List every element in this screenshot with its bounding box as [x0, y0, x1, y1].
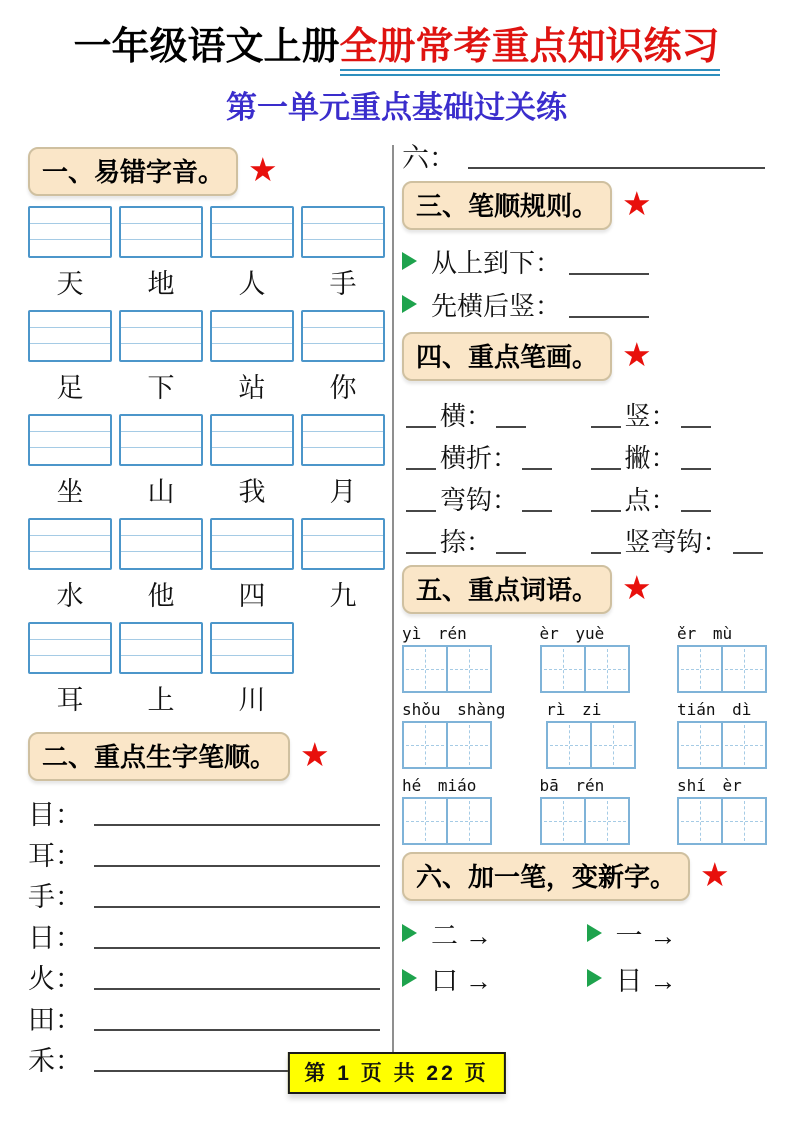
pinyin-write-box[interactable] — [210, 310, 294, 362]
section4-header — [402, 332, 771, 381]
pinyin-row — [28, 310, 386, 414]
star-icon: ★ — [248, 152, 278, 189]
pinyin-write-box[interactable] — [301, 518, 385, 570]
pinyin-row — [28, 414, 386, 518]
pinyin-write-box[interactable] — [301, 310, 385, 362]
blank-line[interactable] — [406, 426, 436, 428]
char-prompt: 目： — [28, 799, 82, 830]
stroke-row — [402, 391, 771, 433]
char-label: 水 — [56, 580, 84, 611]
pinyin-cell — [28, 518, 112, 622]
blank-line[interactable] — [522, 468, 552, 470]
char-label: 天 — [56, 268, 84, 299]
pinyin-cell — [210, 206, 294, 310]
char-label: 四 — [238, 580, 266, 611]
triangle-bullet-icon — [402, 295, 417, 313]
word-item — [677, 624, 767, 693]
rule-label: 先横后竖： — [431, 291, 562, 321]
stroke-label: 横折： — [440, 443, 519, 473]
blank-line[interactable] — [94, 988, 380, 990]
char-label: 月 — [329, 476, 357, 507]
title-highlight: 全册常考重点知识练习 — [340, 26, 720, 76]
add-stroke-item — [587, 914, 772, 953]
word-item — [677, 700, 767, 769]
add-stroke-item — [402, 914, 587, 953]
stroke-label: 竖弯钩： — [624, 527, 729, 557]
blank-line[interactable] — [569, 316, 649, 318]
pinyin-row — [28, 518, 386, 622]
pinyin-cell — [119, 518, 203, 622]
rule-item — [402, 240, 771, 283]
page-number-badge: 第 1 页 共 22 页 — [287, 1052, 505, 1094]
stroke-item — [402, 396, 587, 433]
triangle-bullet-icon — [402, 924, 417, 942]
word-item — [677, 776, 767, 845]
section3-header — [402, 181, 771, 230]
pinyin-label: hé miáo — [402, 775, 477, 795]
char-prompt: 六： — [402, 142, 456, 173]
section1-header — [28, 147, 386, 196]
stroke-row — [402, 517, 771, 559]
word-item — [402, 624, 492, 693]
pinyin-write-box[interactable] — [119, 414, 203, 466]
blank-line[interactable] — [591, 426, 621, 428]
char-label: 他 — [147, 580, 175, 611]
char-prompt: 手： — [28, 881, 82, 912]
char-label: 上 — [147, 684, 175, 715]
pinyin-label: shí èr — [677, 775, 742, 795]
star-icon: ★ — [700, 857, 730, 894]
pinyin-write-box[interactable] — [119, 310, 203, 362]
blank-line[interactable] — [522, 510, 552, 512]
section1-title: 一、易错字音。 — [28, 147, 238, 196]
section6-header — [402, 852, 771, 901]
stroke-label: 横： — [440, 401, 493, 431]
add-stroke-label: 日→ — [615, 965, 684, 996]
character-grid[interactable] — [677, 797, 767, 845]
pinyin-cell — [210, 518, 294, 622]
pinyin-cell — [119, 414, 203, 518]
pinyin-write-box[interactable] — [301, 414, 385, 466]
section5-title: 五、重点词语。 — [402, 565, 612, 614]
blank-line[interactable] — [496, 426, 526, 428]
char-label: 人 — [238, 268, 266, 299]
left-column — [28, 141, 386, 1078]
add-stroke-item — [402, 959, 587, 998]
triangle-bullet-icon — [402, 969, 417, 987]
blank-line[interactable] — [94, 824, 380, 826]
word-row — [402, 776, 771, 845]
blank-line[interactable] — [733, 552, 763, 554]
blank-line[interactable] — [94, 947, 380, 949]
pinyin-write-box[interactable] — [210, 206, 294, 258]
word-item — [540, 624, 630, 693]
blank-line[interactable] — [591, 468, 621, 470]
blank-line[interactable] — [468, 167, 765, 169]
pinyin-cell — [301, 310, 385, 414]
stroke-item — [402, 480, 587, 517]
pinyin-label: rì zi — [546, 699, 602, 719]
triangle-bullet-icon — [402, 252, 417, 270]
char-label: 你 — [329, 372, 357, 403]
stroke-label: 竖： — [624, 401, 677, 431]
pinyin-cell — [119, 310, 203, 414]
pinyin-write-box[interactable] — [210, 414, 294, 466]
add-stroke-label: 口→ — [431, 965, 499, 996]
blank-line[interactable] — [591, 510, 621, 512]
pinyin-label: ěr mù — [677, 623, 733, 643]
char-label: 地 — [147, 268, 175, 299]
triangle-bullet-icon — [587, 924, 602, 942]
stroke-order-line — [28, 914, 386, 955]
stroke-label: 点： — [624, 485, 677, 515]
page-subtitle: 第一单元重点基础过关练 — [226, 89, 567, 125]
blank-line[interactable] — [406, 468, 436, 470]
blank-line[interactable] — [406, 510, 436, 512]
blank-line[interactable] — [591, 552, 621, 554]
character-grid[interactable] — [540, 645, 630, 693]
stroke-item — [587, 396, 772, 433]
word-item — [402, 700, 505, 769]
stroke-row — [402, 433, 771, 475]
stroke-order-line — [28, 791, 386, 832]
title-course: 一年级语文上册 — [73, 26, 340, 68]
character-grid[interactable] — [540, 797, 630, 845]
pinyin-cell — [301, 518, 385, 622]
pinyin-cell — [210, 310, 294, 414]
char-label: 我 — [238, 476, 266, 507]
pinyin-write-box[interactable] — [28, 622, 112, 674]
pinyin-row — [28, 622, 386, 726]
char-label: 足 — [56, 372, 84, 403]
pinyin-write-box[interactable] — [119, 206, 203, 258]
char-label: 站 — [238, 372, 266, 403]
char-label: 九 — [329, 580, 357, 611]
stroke-item — [587, 522, 772, 559]
stroke-label: 撇： — [624, 443, 677, 473]
two-column-body — [0, 141, 793, 1078]
pinyin-cell — [210, 622, 294, 726]
char-prompt: 日： — [28, 922, 82, 953]
pinyin-cell — [301, 206, 385, 310]
pinyin-row — [28, 206, 386, 310]
blank-line[interactable] — [681, 468, 711, 470]
stroke-row — [402, 475, 771, 517]
pinyin-cell — [119, 206, 203, 310]
pinyin-label: bā rén — [539, 775, 605, 795]
stroke-order-line — [28, 832, 386, 873]
word-row — [402, 624, 771, 693]
pinyin-write-box[interactable] — [119, 518, 203, 570]
section2-header — [28, 732, 386, 781]
character-grid[interactable] — [402, 721, 492, 769]
word-row — [402, 700, 771, 769]
pinyin-write-box[interactable] — [210, 622, 294, 674]
word-item — [540, 776, 630, 845]
char-label: 山 — [147, 476, 175, 507]
blank-line[interactable] — [94, 865, 380, 867]
star-icon: ★ — [300, 737, 330, 774]
pinyin-label: tián dì — [676, 699, 752, 719]
add-stroke-row — [402, 911, 771, 956]
pinyin-write-box[interactable] — [28, 310, 112, 362]
add-stroke-label: 一→ — [615, 920, 684, 951]
section2-title: 二、重点生字笔顺。 — [28, 732, 290, 781]
pinyin-write-box[interactable] — [28, 206, 112, 258]
pinyin-cell — [28, 310, 112, 414]
rule-item — [402, 283, 771, 326]
section6-title: 六、加一笔，变新字。 — [402, 852, 690, 901]
char-prompt: 火： — [28, 963, 82, 994]
blank-line[interactable] — [94, 1029, 380, 1031]
pinyin-cell — [119, 622, 203, 726]
pinyin-write-box[interactable] — [28, 414, 112, 466]
blank-line[interactable] — [406, 552, 436, 554]
pinyin-cell — [301, 414, 385, 518]
stroke-item — [587, 438, 772, 475]
pinyin-write-box[interactable] — [301, 206, 385, 258]
add-stroke-item — [587, 959, 772, 998]
word-item — [546, 700, 636, 769]
stroke-label: 捺： — [440, 527, 493, 557]
pinyin-label: yì rén — [402, 623, 467, 643]
stroke-order-line — [28, 955, 386, 996]
character-grid[interactable] — [546, 721, 636, 769]
pinyin-write-box[interactable] — [119, 622, 203, 674]
character-grid[interactable] — [677, 645, 767, 693]
column-divider — [392, 145, 394, 1078]
star-icon: ★ — [622, 186, 652, 223]
char-label: 耳 — [56, 684, 84, 715]
stroke-order-line — [28, 873, 386, 914]
section4-title: 四、重点笔画。 — [402, 332, 612, 381]
add-stroke-row — [402, 956, 771, 1001]
char-label: 下 — [147, 372, 175, 403]
character-grid[interactable] — [402, 797, 492, 845]
section5-header — [402, 565, 771, 614]
char-label: 手 — [329, 268, 357, 299]
pinyin-cell — [28, 206, 112, 310]
word-item — [402, 776, 492, 845]
pinyin-write-box[interactable] — [28, 518, 112, 570]
triangle-bullet-icon — [587, 969, 602, 987]
char-prompt: 田： — [28, 1004, 82, 1035]
section3-title: 三、笔顺规则。 — [402, 181, 612, 230]
pinyin-label: èr yuè — [539, 623, 605, 643]
char-label: 川 — [238, 684, 266, 715]
stroke-item — [402, 522, 587, 559]
page-title — [0, 24, 793, 72]
pinyin-cell — [28, 622, 112, 726]
pinyin-cell — [210, 414, 294, 518]
right-column — [402, 141, 771, 1078]
stroke-order-line — [28, 996, 386, 1037]
stroke-order-line-continued — [402, 141, 771, 175]
character-grid[interactable] — [677, 721, 767, 769]
stroke-item — [587, 480, 772, 517]
star-icon: ★ — [622, 570, 652, 607]
char-prompt: 耳： — [28, 840, 82, 871]
blank-line[interactable] — [496, 552, 526, 554]
char-label: 坐 — [56, 476, 84, 507]
character-grid[interactable] — [402, 645, 492, 693]
pinyin-write-box[interactable] — [210, 518, 294, 570]
blank-line[interactable] — [569, 273, 649, 275]
blank-line[interactable] — [681, 510, 711, 512]
add-stroke-label: 二→ — [431, 920, 499, 951]
blank-line[interactable] — [94, 906, 380, 908]
star-icon: ★ — [622, 337, 652, 374]
rule-label: 从上到下： — [431, 248, 562, 278]
blank-line[interactable] — [681, 426, 711, 428]
stroke-label: 弯钩： — [440, 485, 519, 515]
pinyin-label: shǒu shàng — [402, 699, 506, 719]
stroke-item — [402, 438, 587, 475]
pinyin-cell — [28, 414, 112, 518]
char-prompt: 禾： — [28, 1045, 82, 1076]
